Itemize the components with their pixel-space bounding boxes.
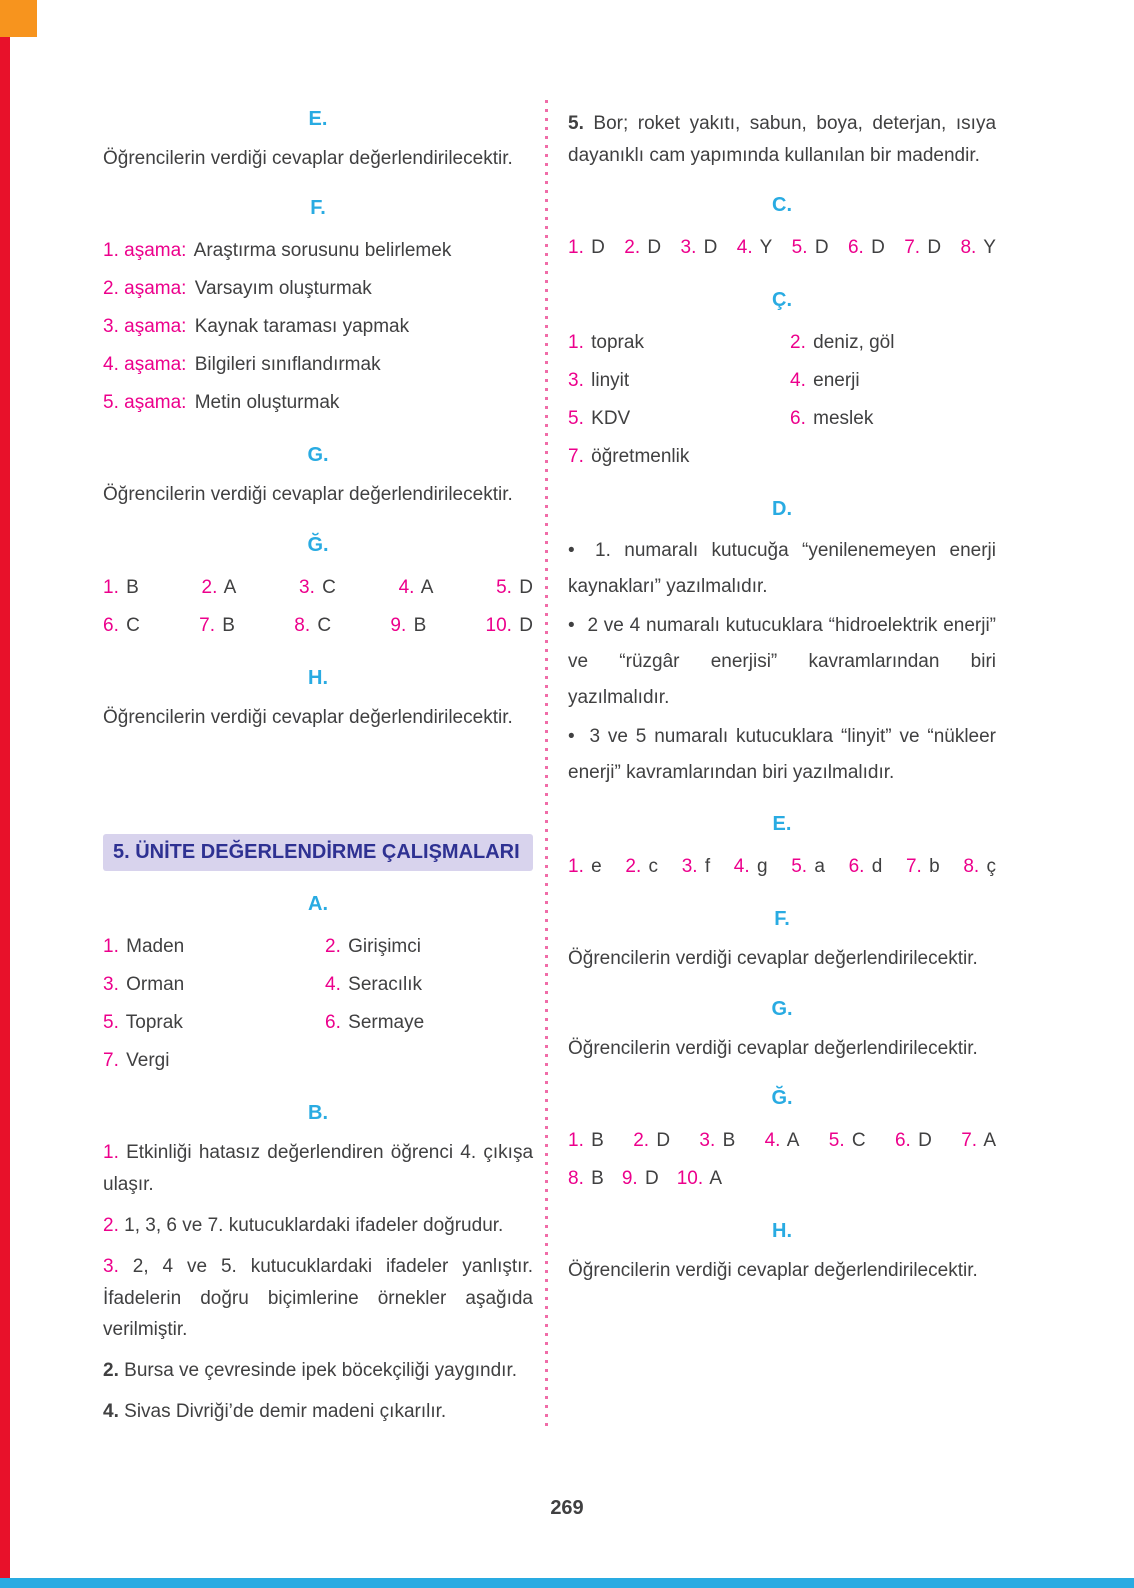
- item-text: Bursa ve çevresinde ipek böcekçiliği yaygındır.: [124, 1360, 518, 1382]
- answer-letter: C: [126, 614, 140, 636]
- item-number: 4.: [790, 369, 806, 391]
- section-heading-gbreve: Ğ.: [307, 533, 329, 556]
- answer-letter: D: [591, 236, 605, 258]
- numbered-list: [568, 324, 996, 476]
- step-text: Varsayım oluşturmak: [194, 278, 372, 300]
- answer-number: 1.: [568, 236, 584, 258]
- item-text: linyit: [591, 369, 630, 391]
- item-text: öğretmenlik: [591, 445, 690, 467]
- answer-item: [624, 229, 661, 267]
- answer-row: [568, 229, 996, 267]
- bullet-text: 3 ve 5 numaralı kutucuklara “linyit” ve “nükleer enerji” kavramlarından biri yazılmalıdır.: [568, 726, 997, 784]
- example-sentence: [103, 1396, 533, 1428]
- item-number: 4.: [325, 973, 341, 995]
- list-item: [103, 1042, 325, 1080]
- item-text: Toprak: [125, 1011, 183, 1033]
- answer-row: [103, 607, 533, 645]
- answer-item: [849, 848, 883, 886]
- step-text: Kaynak taraması yapmak: [194, 316, 410, 338]
- section-heading-h: H.: [308, 666, 328, 689]
- item-text: meslek: [813, 407, 874, 429]
- answer-number: 8.: [568, 1168, 584, 1190]
- procedure-steps: [103, 232, 533, 422]
- answer-number: 10.: [485, 614, 512, 636]
- answer-item: [682, 848, 710, 886]
- item-text: 1, 3, 6 ve 7. kutucuklardaki ifadeler doğrudur.: [124, 1214, 504, 1236]
- list-item: [325, 1004, 533, 1042]
- answer-number: 5.: [791, 856, 808, 878]
- bullet-icon: •: [568, 726, 575, 748]
- list-item: [103, 1004, 325, 1042]
- answer-item: [299, 569, 336, 607]
- answer-number: 3.: [681, 856, 698, 878]
- list-item: [325, 928, 533, 966]
- answer-item: [103, 607, 140, 645]
- answer-item: [568, 1160, 604, 1198]
- column-divider-dotted: [545, 100, 548, 1432]
- answer-number: 7.: [905, 856, 922, 878]
- procedure-step: [103, 308, 533, 346]
- answer-letter: Y: [759, 236, 773, 258]
- item-number: 6.: [790, 407, 806, 429]
- bullet-item: [568, 533, 996, 605]
- item-number: 2.: [103, 1360, 119, 1382]
- list-item: [568, 362, 790, 400]
- right-column: [568, 108, 996, 1287]
- answer-number: 3.: [699, 1130, 716, 1152]
- item-number: 4.: [103, 1401, 119, 1423]
- answer-item: [202, 569, 237, 607]
- page-border-bottom-blue: [0, 1578, 1134, 1588]
- left-column: [103, 108, 533, 1437]
- answer-letter: D: [814, 236, 829, 258]
- item-text: toprak: [591, 331, 644, 353]
- answer-number: 2.: [201, 576, 218, 598]
- answer-letter: f: [704, 856, 711, 878]
- item-text: deniz, göl: [813, 331, 895, 353]
- answer-number: 6.: [848, 856, 865, 878]
- item-number: 5.: [568, 407, 584, 429]
- answer-number: 6.: [847, 236, 864, 258]
- example-sentence: [103, 1355, 533, 1387]
- list-item: [568, 324, 790, 362]
- answer-item: [904, 229, 941, 267]
- item-number: 7.: [568, 445, 584, 467]
- answer-letter: D: [644, 1168, 659, 1190]
- section-text: Öğrencilerin verdiği cevaplar değerlendirilecektir.: [568, 1037, 978, 1059]
- page-border-corner-orange: [0, 0, 37, 37]
- answer-row: [568, 1122, 996, 1160]
- item-text: KDV: [591, 407, 631, 429]
- bullet-item: [568, 608, 996, 716]
- section-text: Öğrencilerin verdiği cevaplar değerlendirilecektir.: [103, 148, 513, 169]
- section-text: Öğrencilerin verdiği cevaplar değerlendirilecektir.: [568, 1260, 978, 1282]
- item-number: 5.: [103, 1011, 119, 1033]
- answer-item: [906, 848, 940, 886]
- step-text: Araştırma sorusunu belirlemek: [193, 240, 452, 262]
- list-item: [325, 966, 533, 1004]
- answer-item: [390, 607, 426, 645]
- answer-number: 5.: [791, 236, 808, 258]
- section-heading-e: E.: [772, 813, 792, 836]
- procedure-step: [103, 232, 533, 270]
- answer-letter: B: [222, 614, 235, 636]
- answer-item: [568, 229, 605, 267]
- answer-number: 7.: [904, 236, 921, 258]
- item-number: 2.: [790, 331, 806, 353]
- section-heading-d: D.: [772, 497, 792, 520]
- answer-item: [961, 1122, 996, 1160]
- item-number: 3.: [103, 1255, 119, 1277]
- section-heading-gbreve: Ğ.: [771, 1087, 793, 1110]
- item-text: 2, 4 ve 5. kutucuklardaki ifadeler yanlıştır. İfadelerin doğru biçimlerine örnekler aşağıda verilmiştir.: [103, 1255, 534, 1341]
- answer-letter: D: [519, 576, 533, 598]
- answer-item: [625, 848, 658, 886]
- answer-paragraph: [568, 108, 996, 172]
- answer-row: [103, 569, 533, 607]
- answer-item: [699, 1122, 735, 1160]
- answer-number: 9.: [390, 614, 407, 636]
- answer-number: 6.: [894, 1130, 911, 1152]
- answer-letter: e: [591, 856, 602, 878]
- item-number: 2.: [103, 1214, 119, 1236]
- answer-item: [486, 607, 533, 645]
- section-heading-cedilla: Ç.: [772, 288, 792, 311]
- answer-letter: a: [814, 856, 825, 878]
- item-text: Orman: [126, 973, 185, 995]
- answer-item: [765, 1122, 800, 1160]
- item-number: 2.: [325, 935, 341, 957]
- answer-item: [737, 229, 772, 267]
- answer-number: 10.: [676, 1168, 704, 1190]
- answer-number: 2.: [625, 856, 642, 878]
- item-text: enerji: [813, 369, 860, 391]
- answer-number: 4.: [398, 576, 415, 598]
- item-text: Seracılık: [348, 973, 423, 995]
- section-heading-e: E.: [308, 108, 328, 130]
- item-number: 7.: [103, 1049, 119, 1071]
- list-item: [568, 438, 790, 476]
- answer-item: [677, 1160, 722, 1198]
- step-label: 2. aşama:: [103, 278, 187, 300]
- answer-number: 8.: [294, 614, 311, 636]
- answer-number: 7.: [199, 614, 216, 636]
- item-text: Girişimci: [348, 935, 421, 957]
- answer-letter: ç: [986, 856, 996, 878]
- step-label: 3. aşama:: [103, 316, 187, 338]
- section-heading-f: F.: [310, 197, 326, 220]
- answer-paragraph: [103, 1210, 533, 1242]
- answer-item: [963, 848, 996, 886]
- answer-letter: D: [871, 236, 885, 258]
- answer-number: 7.: [961, 1130, 978, 1152]
- list-item: [103, 966, 325, 1004]
- answer-number: 5.: [496, 576, 512, 598]
- answer-number: 4.: [764, 1130, 781, 1152]
- answer-letter: C: [317, 614, 332, 636]
- bullet-text: 1. numaralı kutucuğa “yenilenemeyen enerji kaynakları” yazılmalıdır.: [568, 539, 996, 597]
- answer-letter: A: [983, 1130, 996, 1152]
- answer-item: [734, 848, 768, 886]
- item-text: Etkinliği hatasız değerlendiren öğrenci 4. çıkışa ulaşır.: [103, 1141, 534, 1195]
- answer-letter: A: [709, 1168, 723, 1190]
- answer-item: [496, 569, 533, 607]
- answer-item: [895, 1122, 932, 1160]
- answer-item: [829, 1122, 866, 1160]
- answer-number: 4.: [736, 236, 753, 258]
- unit-evaluation-banner: [103, 834, 533, 871]
- answer-letter: A: [223, 576, 237, 598]
- bullet-item: [568, 719, 996, 791]
- answer-item: [622, 1160, 659, 1198]
- page-border-left-red: [0, 37, 10, 1578]
- answer-letter: B: [413, 614, 427, 636]
- list-item: [103, 928, 325, 966]
- answer-number: 1.: [568, 856, 584, 878]
- answer-number: 8.: [960, 236, 977, 258]
- answer-number: 4.: [733, 856, 750, 878]
- answer-number: 6.: [103, 614, 119, 636]
- section-heading-a: A.: [308, 892, 328, 915]
- item-text: Vergi: [126, 1049, 170, 1071]
- answer-item: [681, 229, 718, 267]
- list-item: [790, 324, 996, 362]
- section-heading-g: G.: [307, 444, 329, 467]
- step-label: 1. aşama:: [103, 240, 187, 262]
- answer-letter: D: [703, 236, 718, 258]
- step-label: 5. aşama:: [103, 392, 187, 414]
- answer-letter: D: [647, 236, 662, 258]
- answer-letter: D: [927, 236, 942, 258]
- section-heading-c: C.: [772, 193, 792, 216]
- answer-item: [568, 848, 602, 886]
- item-number: 1.: [103, 935, 119, 957]
- answer-letter: b: [929, 856, 940, 878]
- item-text: Sermaye: [348, 1011, 425, 1033]
- item-text: Maden: [126, 935, 185, 957]
- answer-letter: B: [126, 576, 139, 598]
- section-heading-b: B.: [308, 1101, 328, 1124]
- item-number: 3.: [568, 369, 584, 391]
- numbered-list: [103, 928, 533, 1080]
- procedure-step: [103, 384, 533, 422]
- item-number: 3.: [103, 973, 119, 995]
- unit-evaluation-title: 5. ÜNİTE DEĞERLENDİRME ÇALIŞMALARI: [113, 840, 520, 863]
- answer-letter: A: [786, 1130, 800, 1152]
- section-heading-f: F.: [774, 908, 790, 931]
- answer-item: [199, 607, 235, 645]
- list-item: [568, 400, 790, 438]
- answer-letter: c: [648, 856, 659, 878]
- section-heading-g: G.: [771, 997, 793, 1020]
- answer-item: [568, 1122, 604, 1160]
- procedure-step: [103, 270, 533, 308]
- section-text: Öğrencilerin verdiği cevaplar değerlendirilecektir.: [103, 484, 513, 506]
- answer-item: [791, 848, 825, 886]
- answer-letter: d: [871, 856, 883, 878]
- answer-letter: B: [591, 1130, 604, 1152]
- answer-paragraph: [103, 1251, 533, 1347]
- step-label: 4. aşama:: [103, 354, 187, 376]
- answer-number: 9.: [621, 1168, 638, 1190]
- answer-number: 5.: [828, 1130, 845, 1152]
- answer-number: 2.: [624, 236, 641, 258]
- page-number: 269: [550, 1497, 584, 1519]
- answer-letter: Y: [983, 236, 996, 258]
- answer-item: [294, 607, 331, 645]
- bullet-icon: •: [568, 539, 575, 561]
- answer-number: 2.: [633, 1130, 650, 1152]
- answer-letter: D: [918, 1130, 932, 1152]
- answer-number: 3.: [680, 236, 697, 258]
- answer-letter: A: [420, 576, 434, 598]
- answer-letter: C: [322, 576, 336, 598]
- answer-item: [399, 569, 434, 607]
- answer-item: [960, 229, 995, 267]
- answer-row: [568, 1160, 996, 1198]
- answer-number: 1.: [568, 1130, 584, 1152]
- section-heading-h: H.: [772, 1220, 792, 1243]
- bullet-text: 2 ve 4 numaralı kutucuklara “hidroelektrik enerji” ve “rüzgâr enerjisi” kavramlarından biri yazılmalıdır.: [568, 615, 997, 709]
- item-number: 5.: [568, 113, 584, 134]
- answer-letter: B: [591, 1168, 604, 1190]
- step-text: Metin oluşturmak: [194, 392, 340, 414]
- answer-letter: g: [756, 856, 768, 878]
- step-text: Bilgileri sınıflandırmak: [194, 354, 381, 376]
- section-text: Öğrencilerin verdiği cevaplar değerlendirilecektir.: [568, 948, 978, 970]
- bullet-icon: •: [568, 615, 575, 636]
- answer-item: [848, 229, 885, 267]
- answer-row: [568, 848, 996, 886]
- answer-number: 8.: [963, 856, 980, 878]
- list-item: [790, 362, 996, 400]
- answer-letter: D: [656, 1130, 671, 1152]
- item-number: 1.: [103, 1141, 119, 1163]
- section-text: Öğrencilerin verdiği cevaplar değerlendirilecektir.: [103, 706, 513, 728]
- procedure-step: [103, 346, 533, 384]
- item-text: Sivas Divriği’de demir madeni çıkarılır.: [124, 1401, 447, 1423]
- answer-item: [792, 229, 829, 267]
- list-item: [790, 400, 996, 438]
- answer-letter: D: [519, 614, 533, 636]
- answer-item: [103, 569, 139, 607]
- item-number: 6.: [325, 1011, 341, 1033]
- answer-number: 3.: [299, 576, 315, 598]
- answer-item: [633, 1122, 670, 1160]
- item-text: Bor; roket yakıtı, sabun, boya, deterjan, ısıya dayanıklı cam yapımında kullanılan bir madendir.: [568, 113, 997, 166]
- answer-paragraph: [103, 1137, 533, 1201]
- item-number: 1.: [568, 331, 584, 353]
- answer-number: 1.: [103, 576, 119, 598]
- answer-letter: C: [851, 1130, 866, 1152]
- answer-letter: B: [722, 1130, 736, 1152]
